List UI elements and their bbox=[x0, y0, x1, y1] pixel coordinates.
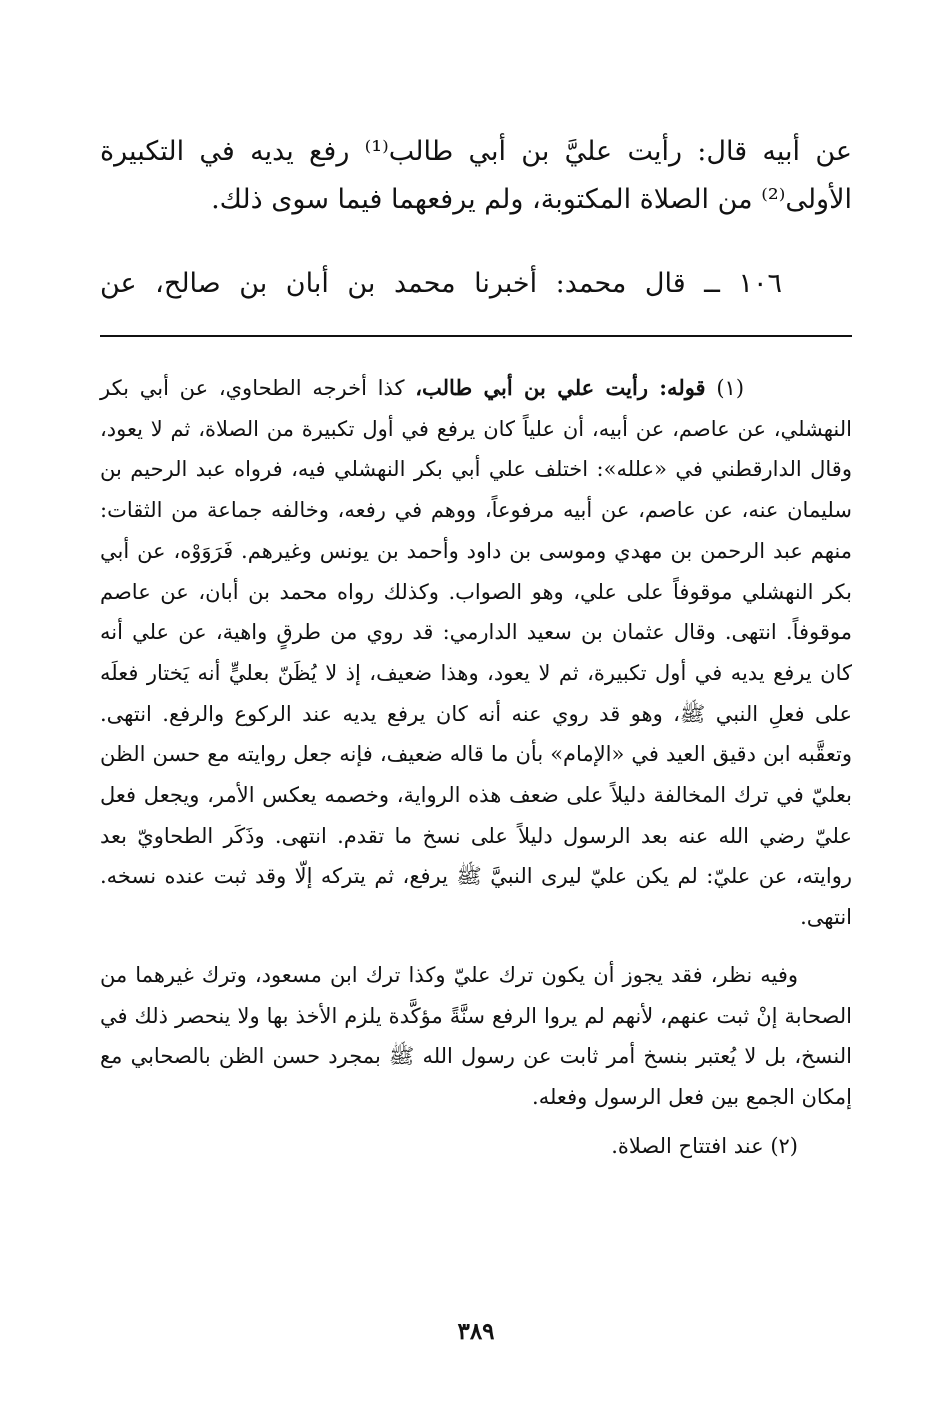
footnote-2-number: (٢) bbox=[770, 1133, 798, 1158]
main-text bbox=[100, 128, 852, 224]
footnote-1-comment: وفيه نظر، فقد يجوز أن يكون ترك عليّ وكذا ترك ابن مسعود، وترك غيرهما من الصحابة إنْ ثبت عنهم، لأنهم لم يروا الرفع سنَّةً مؤكَّدة يلزم الأخذ بها ولا ينحصر ذلك في النسخ، بل لا يُعتبر بنسخ أمر ثابت عن رسول الله ﷺ بمجرد حسن الظن بالصحابي مع إمكان الجمع بين فعل الرسول وفعله. bbox=[100, 962, 852, 1109]
footnote-divider bbox=[100, 335, 852, 337]
footnote-1-lead: قوله: رأيت علي بن أبي طالب، bbox=[415, 375, 706, 400]
footnote-1-number: (١) bbox=[716, 376, 745, 400]
footnote-2-text: عند افتتاح الصلاة. bbox=[611, 1133, 764, 1158]
footnotes bbox=[100, 368, 852, 1166]
hadith-106-line: ١٠٦ ــ قال محمد: أخبرنا محمد بن أبان بن صالح، عن bbox=[100, 268, 782, 299]
footnote-1 bbox=[100, 368, 852, 938]
page-number: ٣٨٩ bbox=[457, 1318, 495, 1345]
document-page bbox=[100, 0, 852, 1407]
footnote-1-text: كذا أخرجه الطحاوي، عن أبي بكر النهشلي، عن عاصم، عن أبيه، أن علياً كان يرفع في أول تكبيرة من الصلاة، ثم لا يعود، وقال الدارقطني في «علله»: اختلف علي أبي بكر النهشلي فيه، فرواه عبد الرحيم بن سليمان عنه، عن عاصم، عن أبيه مرفوعاً، ووهم في رفعه، وخالفه جماعة من الثقات: منهم عبد الرحمن بن مهدي وموسى بن داود وأحمد بن يونس وغيرهم. فَرَوَوْه، عن أبي بكر النهشلي موقوفاً على علي، وهو الصواب. وكذلك رواه محمد بن أبان، عن عاصم موقوفاً. انتهى. وقال عثمان بن سعيد الدارمي: قد روي من طرقٍ واهية، عن علي أنه كان يرفع يديه في أول تكبيرة، ثم لا يعود، وهذا ضعيف، إذ لا يُظَنّ بعليٍّ أنه يَختار فعلَه على فعلِ النبي ﷺ، وهو قد روي عنه أنه كان يرفع يديه عند الركوع والرفع. انتهى. وتعقَّبه ابن دقيق العيد في «الإمام» بأن ما قاله ضعيف، فإنه جعل روايته مع حسن الظن بعليّ في ترك المخالفة دليلاً على ضعف هذه الرواية، وخصمه يعكس الأمر، ويجعل فعل عليّ رضي الله عنه بعد الرسول دليلاً على نسخ ما تقدم. انتهى. وذَكَر الطحاويّ بعد روايته، عن عليّ: لم يكن عليّ ليرى النبيَّ ﷺ يرفع، ثم يتركه إلّا وقد ثبت عنده نسخه. انتهى. bbox=[100, 376, 853, 930]
footnote-2 bbox=[100, 1126, 852, 1167]
main-paragraph: عن أبيه قال: رأيت عليَّ بن أبي طالب⁽¹⁾ رفع يديه في التكبيرة الأولى⁽²⁾ من الصلاة المكتوبة، ولم يرفعهما فيما سوى ذلك. bbox=[100, 136, 852, 215]
